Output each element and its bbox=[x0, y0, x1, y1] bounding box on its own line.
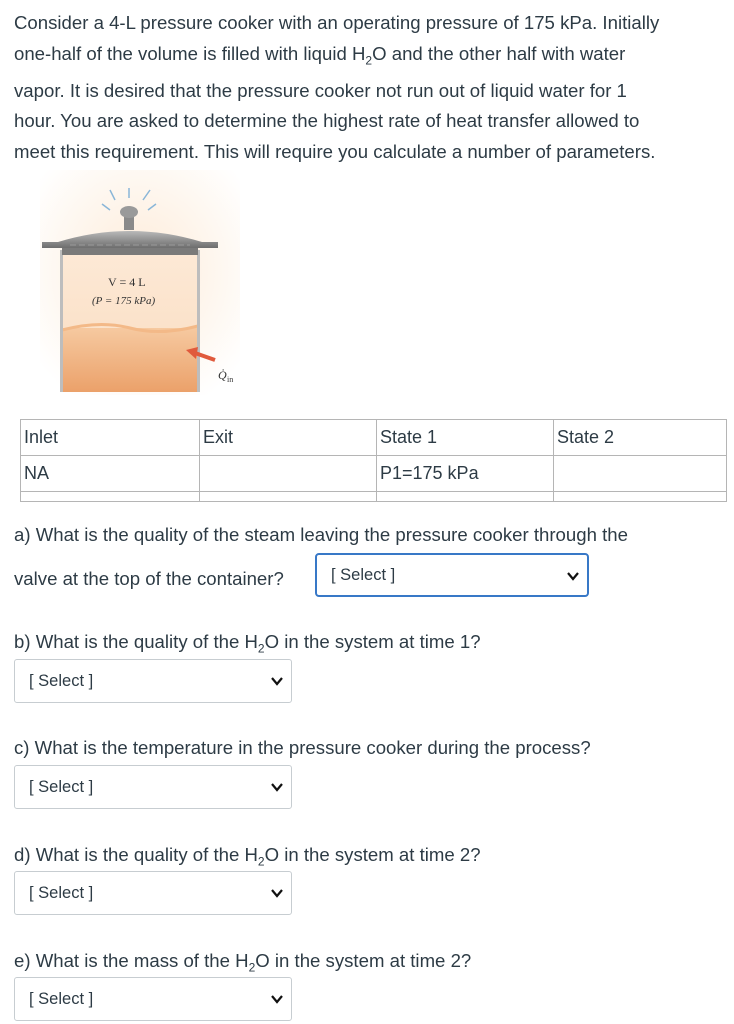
intro-line-3: vapor. It is desired that the pressure cooker not run out of liquid water for 1 bbox=[14, 79, 627, 101]
subscript: 2 bbox=[248, 960, 256, 975]
question-e-rest: O in the system at time 2? bbox=[255, 950, 472, 971]
heat-input-label: Q̇ bbox=[218, 368, 227, 382]
pressure-label: (P = 175 kPa) bbox=[92, 295, 156, 307]
pressure-cooker-figure bbox=[40, 170, 240, 395]
question-e-select[interactable] bbox=[14, 977, 292, 1021]
question-d-select-value: [ Select ] bbox=[29, 884, 94, 902]
question-d bbox=[14, 844, 481, 869]
empty-cell bbox=[554, 492, 727, 502]
question-b bbox=[14, 631, 481, 656]
cell-inlet: NA bbox=[21, 456, 200, 492]
empty-cell bbox=[377, 492, 554, 502]
intro-line-2-rest: O and the other half with water bbox=[372, 42, 626, 64]
pressure-cooker-illustration bbox=[40, 170, 240, 395]
problem-statement bbox=[14, 8, 726, 167]
intro-line-4: hour. You are asked to determine the highest rate of heat transfer allowed to bbox=[14, 110, 640, 132]
state-table bbox=[20, 419, 727, 502]
question-e-select-value: [ Select ] bbox=[29, 990, 94, 1008]
cell-state-1: P1=175 kPa bbox=[377, 456, 554, 492]
question-c: c) What is the temperature in the pressure cooker during the process? bbox=[14, 737, 591, 758]
table-row bbox=[21, 456, 727, 492]
header-state-1: State 1 bbox=[377, 420, 554, 456]
question-a-line-1: a) What is the quality of the steam leaving the pressure cooker through the bbox=[14, 524, 628, 545]
header-exit: Exit bbox=[200, 420, 377, 456]
empty-cell bbox=[21, 492, 200, 502]
header-state-2: State 2 bbox=[554, 420, 727, 456]
table-header-row bbox=[21, 420, 727, 456]
question-d-rest: O in the system at time 2? bbox=[264, 844, 481, 865]
question-e bbox=[14, 950, 471, 975]
question-b-select[interactable] bbox=[14, 659, 292, 703]
chevron-down-icon bbox=[567, 571, 579, 581]
cell-exit bbox=[200, 456, 377, 492]
subscript: 2 bbox=[257, 854, 265, 869]
question-b-select-value: [ Select ] bbox=[29, 672, 94, 690]
question-a-select-value: [ Select ] bbox=[331, 566, 396, 584]
table-empty-row bbox=[21, 492, 727, 502]
chevron-down-icon bbox=[271, 676, 283, 686]
intro-line-5: meet this requirement. This will require you calculate a number of parameters. bbox=[14, 140, 656, 162]
intro-line-2-text: one-half of the volume is filled with liquid H bbox=[14, 42, 366, 64]
question-e-text: e) What is the mass of the H bbox=[14, 950, 249, 971]
chevron-down-icon bbox=[271, 782, 283, 792]
question-a-line-2: valve at the top of the container? bbox=[14, 568, 284, 589]
question-b-text: b) What is the quality of the H bbox=[14, 631, 258, 652]
question-c-select-value: [ Select ] bbox=[29, 778, 94, 796]
empty-cell bbox=[200, 492, 377, 502]
cell-state-2 bbox=[554, 456, 727, 492]
intro-line-2 bbox=[14, 39, 726, 76]
intro-line-1: Consider a 4-L pressure cooker with an operating pressure of 175 kPa. Initially bbox=[14, 12, 660, 33]
question-a-select[interactable] bbox=[315, 553, 589, 597]
chevron-down-icon bbox=[271, 994, 283, 1004]
heat-input-subscript: in bbox=[227, 375, 234, 384]
header-inlet: Inlet bbox=[21, 420, 200, 456]
subscript: 2 bbox=[365, 53, 373, 68]
question-d-text: d) What is the quality of the H bbox=[14, 844, 258, 865]
chevron-down-icon bbox=[271, 888, 283, 898]
subscript: 2 bbox=[257, 641, 265, 656]
question-c-select[interactable] bbox=[14, 765, 292, 809]
question-b-rest: O in the system at time 1? bbox=[264, 631, 481, 652]
volume-label: V = 4 L bbox=[108, 275, 146, 289]
question-d-select[interactable] bbox=[14, 871, 292, 915]
